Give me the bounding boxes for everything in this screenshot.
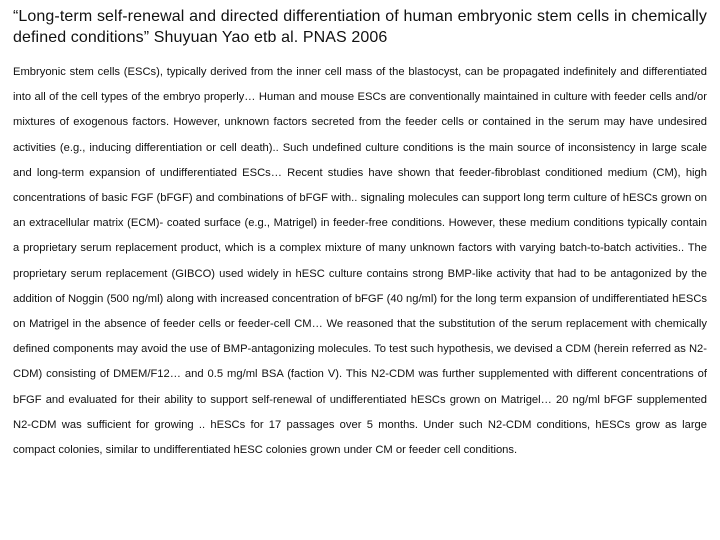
body-paragraph: Embryonic stem cells (ESCs), typically derived from the inner cell mass of the blastocyst, can be propagated indefinitely and differentiated into all of the cell types of the embryo properly… Human and mouse ESCs are conventionally maintained in culture with feeder cells and/or mixtures of exogenous factors. However, unknown factors secreted from the feeder cells or contained in the serum may have undesired activities (e.g., inducing differentiation or cell death).. Such undefined culture conditions is the main source of inconsistency in large scale and long-term expansion of undifferentiated ESCs… Recent studies have shown that feeder-fibroblast conditioned medium (CM), high concentrations of basic FGF (bFGF) and combinations of bFGF with.. signaling molecules can support long term culture of hESCs grown on an extracellular matrix (ECM)- coated surface (e.g., Matrigel) in feeder-free conditions. However, these medium conditions typically contain a proprietary serum replacement product, which is a complex mixture of many unknown factors with varying batch-to-batch activities.. The proprietary serum replacement (GIBCO) used widely in hESC culture contains strong BMP-like activity that had to be antagonized by the addition of Noggin (500 ng/ml) along with increased concentration of bFGF (40 ng/ml) for the long term expansion of undifferentiated hESCs on Matrigel in the absence of feeder cells or feeder-cell CM… We reasoned that the substitution of the serum replacement with chemically defined components may avoid the use of BMP-antagonizing molecules. To test such hypothesis, we devised a CDM (herein referred as N2-CDM) consisting of DMEM/F12… and 0.5 mg/ml BSA (faction V). This N2-CDM was further supplemented with different concentrations of bFGF and evaluated for their ability to support self-renewal of undifferentiated hESCs grown on Matrigel… 20 ng/ml bFGF supplemented N2-CDM was sufficient for growing .. hESCs for 17 passages over 5 months. Under such N2-CDM conditions, hESCs grow as large compact colonies, similar to undifferentiated hESC colonies grown under CM or feeder cell conditions. [13, 66, 707, 457]
slide-title: “Long-term self-renewal and directed differentiation of human embryonic stem cells in chemically defined conditions” Shuyuan Yao etb al. PNAS 2006 [13, 8, 707, 46]
